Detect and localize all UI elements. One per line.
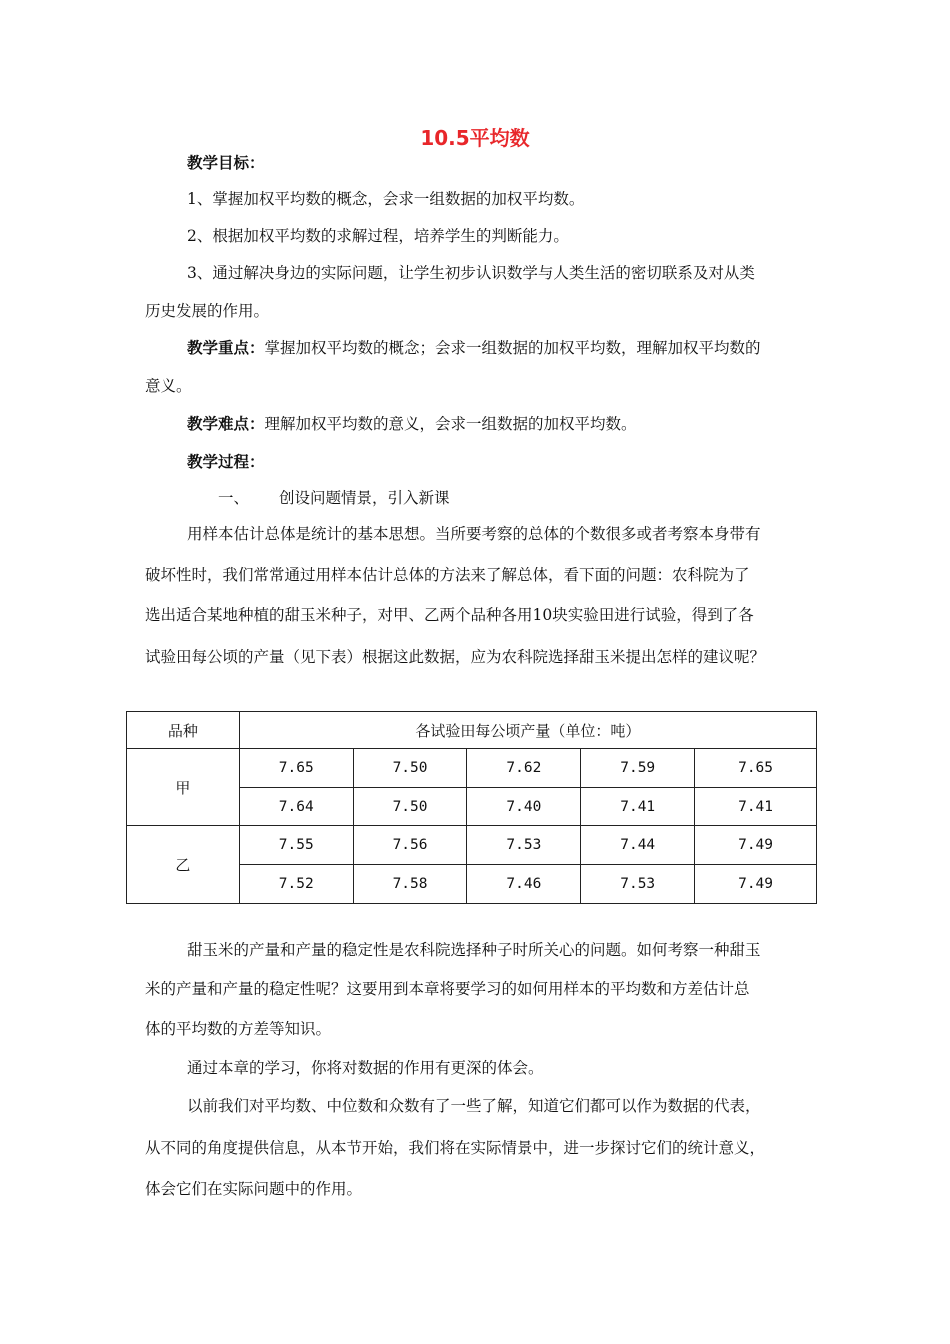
intro-line-1: 用样本估计总体是统计的基本思想。当所要考察的总体的个数很多或者考察本身带有: [187, 525, 761, 543]
process-heading: 教学过程：: [187, 453, 265, 471]
key-points-label: 教学重点：: [187, 339, 265, 357]
table-cell: 7.46: [467, 865, 581, 904]
variety-jia: 甲: [127, 749, 240, 826]
key-points-text: 掌握加权平均数的概念；会求一组数据的加权平均数，理解加权平均数的: [264, 339, 761, 357]
para2-line-3: 体的平均数的方差等知识。: [145, 1020, 332, 1038]
table-cell: 7.65: [695, 749, 817, 788]
table-cell: 7.64: [239, 788, 353, 826]
header-yield: 各试验田每公顷产量（单位：吨）: [239, 712, 816, 749]
para4-line-1: 以前我们对平均数、中位数和众数有了一些了解，知道它们都可以作为数据的代表，: [187, 1097, 761, 1115]
difficulties-label: 教学难点：: [187, 415, 265, 433]
table-cell: 7.52: [239, 865, 353, 904]
table-cell: 7.41: [695, 788, 817, 826]
table-cell: 7.55: [239, 826, 353, 865]
key-points: [187, 338, 761, 358]
para4-line-3: 体会它们在实际问题中的作用。: [145, 1180, 363, 1198]
table-cell: 7.56: [353, 826, 467, 865]
table-cell: 7.58: [353, 865, 467, 904]
table-cell: 7.50: [353, 788, 467, 826]
key-points-cont: 意义。: [145, 377, 192, 395]
para3: 通过本章的学习，你将对数据的作用有更深的体会。: [187, 1059, 544, 1077]
table-cell: 7.50: [353, 749, 467, 788]
objective-3-cont: 历史发展的作用。: [145, 302, 270, 320]
table-cell: 7.65: [239, 749, 353, 788]
page-title: 10.5平均数: [420, 126, 530, 150]
header-variety: 品种: [127, 712, 240, 749]
table-header-row: [127, 712, 817, 749]
table-cell: 7.41: [581, 788, 695, 826]
objective-1: 1、掌握加权平均数的概念，会求一组数据的加权平均数。: [187, 190, 585, 208]
section-1-number: 一、: [218, 489, 250, 507]
intro-line-4: 试验田每公顷的产量（见下表）根据这此数据，应为农科院选择甜玉米提出怎样的建议呢？: [145, 648, 766, 666]
table-cell: 7.49: [695, 826, 817, 865]
table-cell: 7.62: [467, 749, 581, 788]
table-cell: 7.59: [581, 749, 695, 788]
objective-3: 3、通过解决身边的实际问题，让学生初步认识数学与人类生活的密切联系及对从类: [187, 264, 755, 282]
objectives-heading: 教学目标：: [187, 154, 265, 172]
table-cell: 7.40: [467, 788, 581, 826]
section-1-title: 创设问题情景，引入新课: [279, 489, 450, 507]
table-cell: 7.53: [581, 865, 695, 904]
difficulties: [187, 414, 637, 434]
intro-line-3: 选出适合某地种植的甜玉米种子，对甲、乙两个品种各用10块实验田进行试验，得到了各: [145, 606, 754, 624]
objective-2: 2、根据加权平均数的求解过程，培养学生的判断能力。: [187, 227, 569, 245]
para2-line-2: 米的产量和产量的稳定性呢？这要用到本章将要学习的如何用样本的平均数和方差估计总: [145, 980, 750, 998]
table-cell: 7.53: [467, 826, 581, 865]
intro-line-2: 破坏性时，我们常常通过用样本估计总体的方法来了解总体，看下面的问题：农科院为了: [145, 566, 750, 584]
table-cell: 7.49: [695, 865, 817, 904]
difficulties-text: 理解加权平均数的意义，会求一组数据的加权平均数。: [264, 415, 637, 433]
table-row: [127, 749, 817, 788]
yield-table: [126, 711, 817, 904]
para4-line-2: 从不同的角度提供信息，从本节开始，我们将在实际情景中，进一步探讨它们的统计意义，: [145, 1139, 766, 1157]
table-row: [127, 826, 817, 865]
table-cell: 7.44: [581, 826, 695, 865]
para2-line-1: 甜玉米的产量和产量的稳定性是农科院选择种子时所关心的问题。如何考察一种甜玉: [187, 941, 761, 959]
variety-yi: 乙: [127, 826, 240, 904]
